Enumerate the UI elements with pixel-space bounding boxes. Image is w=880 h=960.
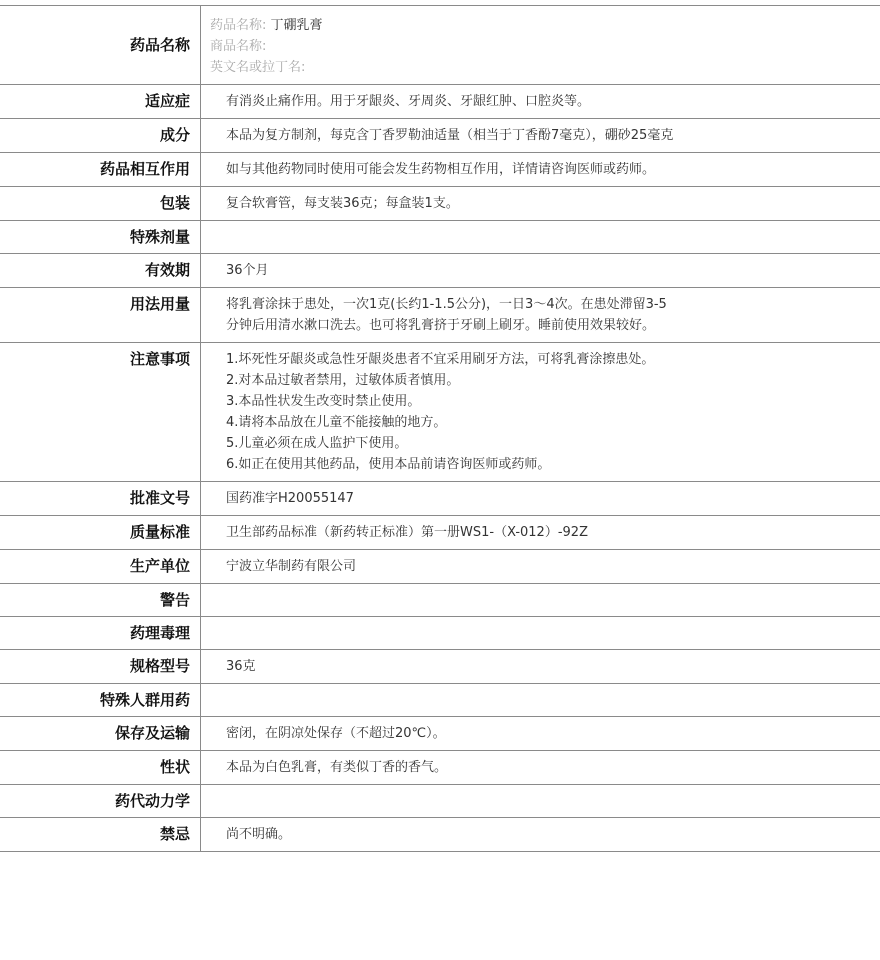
row-label: 禁忌 — [0, 818, 201, 852]
row-contraindications — [0, 818, 880, 852]
row-validity — [0, 254, 880, 288]
row-label: 药品名称 — [0, 6, 201, 85]
row-value — [201, 684, 880, 717]
row-label: 用法用量 — [0, 288, 201, 343]
row-label: 警告 — [0, 584, 201, 617]
row-value: 国药准字H20055147 — [226, 491, 354, 506]
row-label: 规格型号 — [0, 650, 201, 684]
row-interactions — [0, 153, 880, 187]
precaution-item: 4.请将本品放在儿童不能接触的地方。 — [226, 415, 447, 430]
drug-name-cell — [201, 6, 880, 85]
row-value — [201, 617, 880, 650]
row-value: 尚不明确。 — [226, 827, 292, 842]
row-pharmacology — [0, 617, 880, 650]
row-label: 药理毒理 — [0, 617, 201, 650]
generic-name-line — [210, 15, 870, 36]
row-value: 卫生部药品标准（新药转正标准）第一册WS1-（X-012）-92Z — [226, 525, 588, 540]
row-label: 保存及运输 — [0, 717, 201, 751]
row-drug-name — [0, 6, 880, 85]
english-name-line — [210, 57, 870, 78]
row-value — [201, 584, 880, 617]
row-label: 药品相互作用 — [0, 153, 201, 187]
row-label: 包装 — [0, 187, 201, 221]
row-label: 有效期 — [0, 254, 201, 288]
row-value: 36克 — [226, 659, 256, 674]
row-specification — [0, 650, 880, 684]
drug-spec-table — [0, 5, 880, 852]
generic-name-label: 药品名称: — [210, 18, 267, 33]
row-label: 生产单位 — [0, 550, 201, 584]
row-label: 质量标准 — [0, 516, 201, 550]
row-manufacturer — [0, 550, 880, 584]
row-value: 密闭，在阴凉处保存（不超过20℃）。 — [226, 726, 446, 741]
row-value: 本品为白色乳膏，有类似丁香的香气。 — [226, 760, 448, 775]
row-label: 适应症 — [0, 85, 201, 119]
row-value — [201, 288, 880, 343]
row-warning — [0, 584, 880, 617]
row-value: 有消炎止痛作用。用于牙龈炎、牙周炎、牙龈红肿、口腔炎等。 — [226, 94, 591, 109]
precaution-item: 5.儿童必须在成人监护下使用。 — [226, 436, 408, 451]
row-value: 复合软膏管，每支装36克；每盒装1支。 — [226, 196, 459, 211]
row-label: 注意事项 — [0, 343, 201, 482]
row-value — [201, 343, 880, 482]
precaution-item: 2.对本品过敏者禁用，过敏体质者慎用。 — [226, 373, 460, 388]
row-pharmacokinetics — [0, 785, 880, 818]
usage-line: 分钟后用清水漱口洗去。也可将乳膏挤于牙刷上刷牙。睡前使用效果较好。 — [226, 318, 656, 333]
precaution-item: 6.如正在使用其他药品，使用本品前请咨询医师或药师。 — [226, 457, 551, 472]
precaution-item: 1.坏死性牙龈炎或急性牙龈炎患者不宜采用刷牙方法，可将乳膏涂擦患处。 — [226, 352, 655, 367]
row-indications — [0, 85, 880, 119]
usage-line: 将乳膏涂抹于患处，一次1克(长约1-1.5公分)，一日3～4次。在患处滞留3-5 — [226, 297, 667, 312]
row-appearance — [0, 751, 880, 785]
row-usage — [0, 288, 880, 343]
row-label: 性状 — [0, 751, 201, 785]
row-approval-number — [0, 482, 880, 516]
row-quality-standard — [0, 516, 880, 550]
generic-name-value: 丁硼乳膏 — [270, 18, 323, 33]
row-label: 药代动力学 — [0, 785, 201, 818]
row-special-dosage — [0, 221, 880, 254]
row-label: 批准文号 — [0, 482, 201, 516]
row-value — [201, 785, 880, 818]
trade-name-line — [210, 36, 870, 57]
row-value: 宁波立华制药有限公司 — [226, 559, 357, 574]
row-value — [201, 221, 880, 254]
row-special-population — [0, 684, 880, 717]
row-label: 成分 — [0, 119, 201, 153]
row-value: 本品为复方制剂，每克含丁香罗勒油适量（相当于丁香酚7毫克），硼砂25毫克 — [226, 128, 674, 143]
row-storage — [0, 717, 880, 751]
row-ingredients — [0, 119, 880, 153]
precaution-item: 3.本品性状发生改变时禁止使用。 — [226, 394, 421, 409]
row-value: 如与其他药物同时使用可能会发生药物相互作用，详情请咨询医师或药师。 — [226, 162, 656, 177]
row-label: 特殊人群用药 — [0, 684, 201, 717]
row-label: 特殊剂量 — [0, 221, 201, 254]
trade-name-label: 商品名称: — [210, 39, 267, 54]
english-name-label: 英文名或拉丁名: — [210, 60, 306, 75]
row-packaging — [0, 187, 880, 221]
row-precautions — [0, 343, 880, 482]
row-value: 36个月 — [226, 263, 269, 278]
